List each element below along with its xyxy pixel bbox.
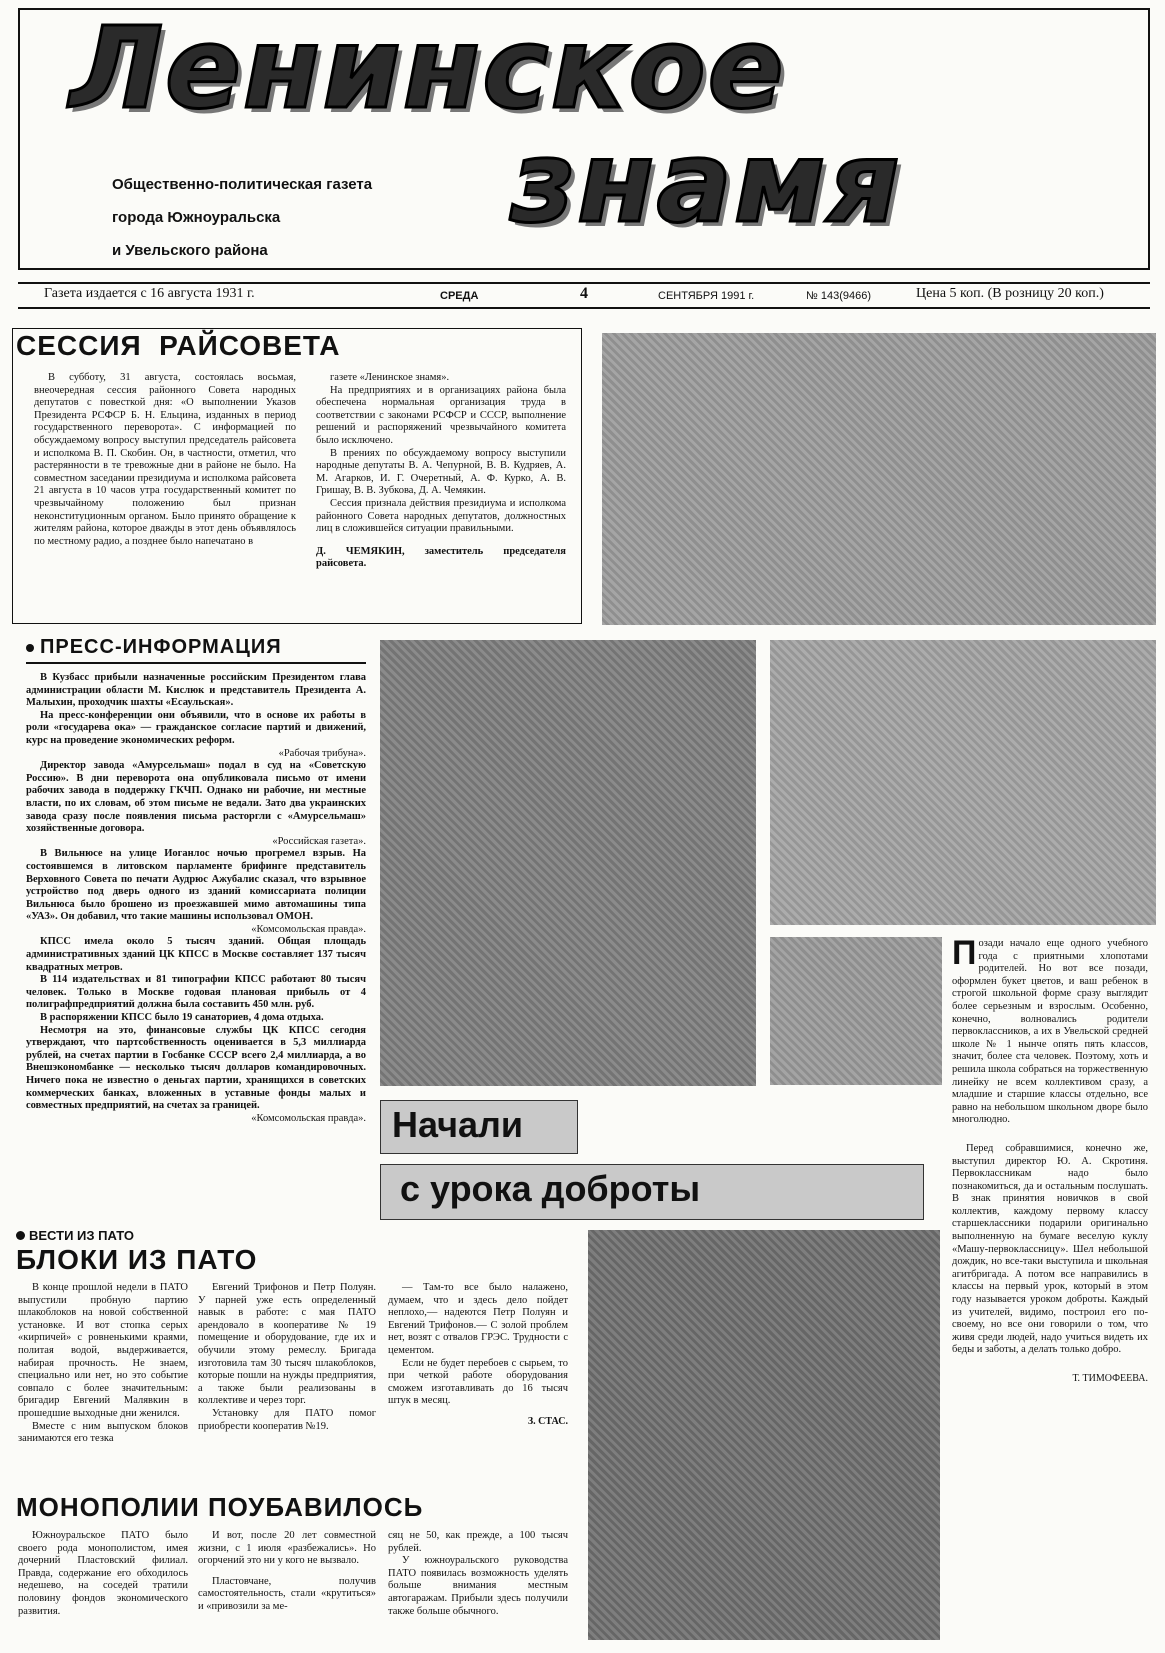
school-headline2: с урока доброты (400, 1168, 701, 1209)
dateline-bottom-rule (18, 307, 1150, 309)
masthead-subtitle-line1: Общественно-политическая газета (112, 176, 373, 193)
monopoly-col1 (18, 1530, 188, 1618)
press-p3: Директор завода «Амурсельмаш» подал в суд на «Советскую Россию». В дни переворота она опубликовала письмо от имени рабочих завода в поддержку ГКЧП. Однако ни рабочие, ни местные власти, по их словам, об этом письме не ведали. Зато два украинских завода сразу после появления письма расторгли с «Амурсельмаш» хозяйственные договора. (26, 760, 366, 835)
masthead-title-line2: знамя (510, 118, 902, 248)
pato-col3-p1: — Там-то все было налажено, думаем, что и здесь дело пойдет неплохо,— надеются Петр Полуян и Евгений Трифонов.— С золой проблем нет, возят с отвалов ГРЭС. Трудности с цементом. (388, 1282, 568, 1356)
pato-col2-p2: Установку для ПАТО помог приобрести кооператив №19. (198, 1407, 376, 1432)
school-p1-text: озади начало еще одного учебного года с приятными хлопотами родителей. Но вот все позади, оформлен букет цветов, и ваш ребенок в строгой школьной форме сразу выглядит более серьезным и взрослым. Особенно, конечно, волновались родители первоклассников, а их в Увельской средней школе № 1 нынче опять пять классов, значит, более ста человек. Поэтому, хоть и решила школа собраться на торжественную линейку не всем коллективом сразу, а младшие и старшие классы отдельно, все равно на небольшом школьном дворе было многолюдно. (952, 938, 1148, 1126)
monopoly-col1-p1: Южноуральское ПАТО было своего рода монополистом, имея дочерний Пластовский филиал. Правда, содержание его обходилось недешево, на соседей тратили половину фондов экономического развития. (18, 1530, 188, 1617)
monopoly-headline: МОНОПОЛИИ ПОУБАВИЛОСЬ (16, 1492, 424, 1522)
pato-rubric-text: ВЕСТИ ИЗ ПАТО (29, 1228, 134, 1243)
crowd-photo (602, 333, 1156, 625)
schoolboy-photo (380, 640, 756, 1086)
session-signature: Д. ЧЕМЯКИН, заместитель председателя райсовета. (316, 545, 566, 570)
monopoly-col3-p1: сяц не 50, как прежде, а 100 тысяч рублей. (388, 1530, 568, 1554)
pato-col1-p1: В конце прошлой недели в ПАТО выпустили пробную партию шлакоблоков на новой собственной установке. И вот стопка серых «кирпичей» с ровненькими краями, политая водой, выдерживается, набирая прочность. Не знаем, специально или нет, но это событие совпало с более значительным: бригадир Евгений Малявкин в прошедшие выходные дни женился. (18, 1282, 188, 1419)
masthead-subtitle-line3: и Увельского района (112, 242, 268, 259)
press-source3: «Комсомольская правда». (251, 923, 366, 935)
classroom-photo (588, 1230, 940, 1640)
bullet-icon (16, 1231, 25, 1240)
girls-bows-photo (770, 640, 1156, 925)
press-headline-rule (26, 662, 366, 664)
children-small-photo (770, 937, 942, 1085)
pato-col3-p2: Если не будет перебоев с сырьем, то при четкой работе оборудования сможем изготавливать до 16 тысяч штук в месяц. (388, 1357, 568, 1407)
bullet-icon (26, 644, 34, 652)
press-source2: «Российская газета». (272, 835, 366, 847)
session-col1 (34, 372, 296, 548)
monopoly-col2-p1: И вот, после 20 лет совместной жизни, с 1 июля «разбежались». Но огорчений это ни у кого не вызвало. (198, 1530, 376, 1567)
monopoly-col2-p2: Пластовчане, получив самостоятельность, стали «крутиться» и «привозили за ме- (198, 1575, 376, 1612)
press-p8: Несмотря на это, финансовые службы ЦК КПСС сегодня утверждают, что партсобственность оценивается в 5,3 миллиарда рублей, на счетах партии в Госбанке СССР всего 2,4 миллиарда, а во Внешэкономбанке — несколько тысяч долларов командировочных. Ничего пока не известно о деньгах партии, хранящихся в советских коммерческих банках, вложенных в уставные фонды малых и совместных предприятий, на счетах за границей. (26, 1024, 366, 1112)
dateline-since: Газета издается с 16 августа 1931 г. (44, 286, 255, 301)
school-signature: Т. ТИМОФЕЕВА. (1072, 1373, 1148, 1384)
school-dropcap: П (952, 934, 977, 972)
session-col1-text: В субботу, 31 августа, состоялась восьмая, внеочередная сессия районного Совета народных депутатов с повесткой дня: «О выполнении Указов Президента РСФСР Б. Н. Ельцина, изданных в период государственного переворота». С информацией по обсуждаемому вопросу выступил председатель райсовета и исполкома В. П. Скобин. Он, в частности, отметил, что растерянности в те тревожные дни в районе не было. На совместном заседании президиума и исполкома райсовета 21 августа в 10 часов утра государственный комитет по чрезвычайному положению был признан неконституционным органом. Было принято обращение к жителям района, которое дважды в этот день объявлялось по местному радио, а позднее было напечатано в (34, 372, 296, 547)
press-p5: КПСС имела около 5 тысяч зданий. Общая площадь административных зданий ЦК КПСС в Москве составляет 137 тысяч квадратных метров. (26, 936, 366, 973)
pato-col2-p1: Евгений Трифонов и Петр Полуян. У парней уже есть определенный навык в работе: с мая ПАТО арендовало в кооперативе № 19 помещение и оборудование, где их и обучили этому ремеслу. Бригада изготовила там 30 тысяч шлакоблоков, которые пошли на нужды предприятия, а также были реализованы в коллективе и через торг. (198, 1282, 376, 1407)
press-p6: В 114 издательствах и 81 типографии КПСС работают 80 тысяч человек. Только в Москве годовая плановая прибыль от 4 полиграфпредприятий должна была составить 450 млн. руб. (26, 974, 366, 1011)
dateline-month-year: СЕНТЯБРЯ 1991 г. (658, 290, 755, 302)
school-p1 (952, 934, 1148, 1127)
pato-signature: З. СТАС. (527, 1415, 568, 1427)
session-col2-p4: Сессия признала действия президиума и исполкома районного Совета народных депутатов, должностных лиц в сложившейся ситуации правильными. (316, 497, 566, 535)
masthead-title-line1: Ленинское (70, 4, 786, 134)
press-headline (26, 636, 282, 659)
dateline-weekday: СРЕДА (440, 290, 479, 302)
session-headline: СЕССИЯ РАЙСОВЕТА (16, 330, 341, 361)
press-p2: На пресс-конференции они объявили, что в основе их работы в роли «государева ока» — гражданское согласие партий и движений, курс на проведение экономических реформ. (26, 709, 366, 746)
session-col2-p2: На предприятиях и в организациях района была обеспечена нормальная организация труда в соответствии с законами РСФСР и СССР, выполнение решений и распоряжений чрезвычайного комитета было исключено. (316, 384, 566, 446)
dateline-day: 4 (580, 285, 588, 302)
press-headline-text: ПРЕСС-ИНФОРМАЦИЯ (40, 636, 282, 658)
press-source4: «Комсомольская правда». (251, 1112, 366, 1124)
pato-rubric (16, 1228, 134, 1243)
pato-col1-p2: Вместе с ним выпуском блоков занимаются его тезка (18, 1420, 188, 1445)
press-column (26, 672, 366, 1125)
press-p7: В распоряжении КПСС было 19 санаториев, 4 дома отдыха. (40, 1012, 324, 1024)
masthead-subtitle (112, 168, 372, 267)
pato-col2 (198, 1282, 376, 1433)
dateline-issue: № 143(9466) (806, 290, 872, 302)
monopoly-col2 (198, 1530, 376, 1614)
press-p4: В Вильнюсе на улице Иоганлос ночью прогремел взрыв. На состоявшемся в литовском парламенте брифинге представитель Верховного Совета по печати Аудрюс Ажубалис сказал, что взрывное устройство под дверь одного из зданий комиссариата полиции Вильнюса было брошено из проезжавшей мимо автомашины типа «УАЗ». Он добавил, что такие машины использовал ОМОН. (26, 848, 366, 923)
dateline-top-rule (18, 282, 1150, 284)
pato-col1 (18, 1282, 188, 1446)
pato-col3 (388, 1282, 568, 1427)
press-source1: «Рабочая трибуна». (278, 747, 366, 759)
press-p1: В Кузбасс прибыли назначенные российским Президентом глава администрации области М. Кислюк и представитель Президента А. Малыхин, проходчик шахты «Есаульская». (26, 672, 366, 709)
masthead-subtitle-line2: города Южноуральска (112, 209, 281, 226)
dateline-price: Цена 5 коп. (В розницу 20 коп.) (916, 286, 1104, 301)
pato-headline: БЛОКИ ИЗ ПАТО (16, 1244, 258, 1275)
school-p2: Перед собравшимися, конечно же, выступил директор Ю. А. Скротиня. Первоклассникам надо было познакомиться, да и остальным послушать. В знак принятия новичков в свой коллектив, каждому первому классу старшеклассники подарили оригинально выполненную на бумаге веселую куклу «Машу-первоклассницу». Шел небольшой дождик, но все-таки выступила и школьная агитбригада. А потом все направились в классы на первый урок, который в этом году называется уроком доброты. Каждый из учителей, видимо, построил его по-своему, но все они говорили о том, что живя среди людей, надо учиться видеть их беды и заботы, а делать только добро. (952, 1142, 1148, 1356)
session-col2-p1: газете «Ленинское знамя». (330, 372, 450, 383)
session-col2 (316, 372, 566, 571)
session-col2-p3: В прениях по обсуждаемому вопросу выступили народные депутаты В. А. Чепурной, В. В. Кудряев, А. М. Агарков, И. Г. Очеретный, А. Ф. Курко, А. В. Гришау, В. В. Зубкова, Д. А. Чемякин. (316, 447, 566, 497)
school-column (952, 934, 1148, 1384)
school-headline1: Начали (392, 1104, 524, 1145)
monopoly-col3-p2: У южноуральского руководства ПАТО появилась возможность уделять больше внимания местным автогаражам. Прибыли здесь получили также больше обычного. (388, 1555, 568, 1617)
monopoly-col3 (388, 1530, 568, 1618)
